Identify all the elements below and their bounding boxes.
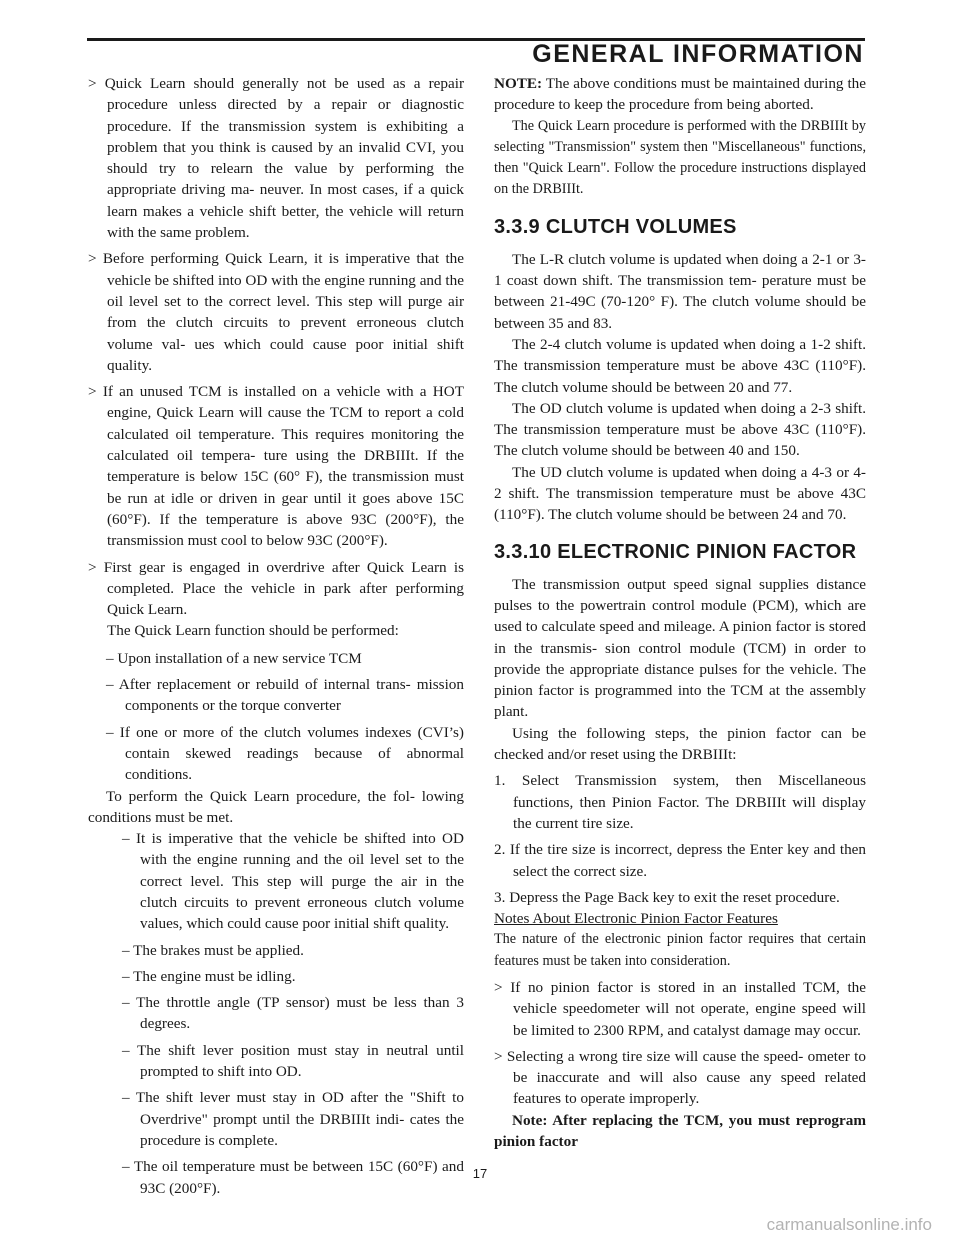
function-item: – Upon installation of a new service TCM (106, 649, 362, 667)
condition-item: – It is imperative that the vehicle be shifted into OD with the engine running and the oil level set to the correct level. This step will purge the air in the clutch circuits to prevent erroneous clutch volume values, which could cause poor initial shift quality. (122, 830, 464, 933)
bullet-paragraph: > Quick Learn should generally not be used as a repair procedure unless directed by a repair or diagnostic procedure. If the transmission system is exhibiting a problem that you think is caused by an invalid CVI, you should try to relearn the value by performing the appropriate driving ma- neuver. In most cases, if a quick learn makes a vehicle shift better, the vehicle will return with the same problem. (88, 75, 464, 242)
notes-heading: Notes About Electronic Pinion Factor Features (494, 910, 778, 928)
note-label: NOTE: (494, 75, 543, 92)
function-intro: The Quick Learn function should be performed: (107, 622, 399, 640)
note-bullet: > Selecting a wrong tire size will cause the speed- ometer to be inaccurate and will also cause any speed related features to operate improperly. (494, 1047, 866, 1108)
section-heading-clutch-volumes: 3.3.9 CLUTCH VOLUMES (494, 215, 737, 238)
clutch-paragraph: The 2-4 clutch volume is updated when doing a 1-2 shift. The transmission temperature must be above 43C (110°F). The clutch volume should be between 20 and 77. (494, 335, 866, 396)
bullet-paragraph: > First gear is engaged in overdrive after Quick Learn is completed. Place the vehicle in park after performing Quick Learn. (88, 558, 464, 619)
condition-item: – The oil temperature must be between 15C (60°F) and 93C (200°F). (122, 1158, 464, 1197)
clutch-paragraph: The OD clutch volume is updated when doing a 2-3 shift. The transmission temperature must be above 43C (110°F). The clutch volume should be between 40 and 150. (494, 399, 866, 460)
section-heading-pinion-factor: 3.3.10 ELECTRONIC PINION FACTOR (494, 540, 857, 563)
condition-item: – The shift lever position must stay in neutral until prompted to shift into OD. (122, 1041, 464, 1081)
condition-item: – The brakes must be applied. (122, 941, 304, 959)
conditions-intro: To perform the Quick Learn procedure, the fol- lowing conditions must be met. (88, 787, 464, 826)
clutch-paragraph: The UD clutch volume is updated when doing a 4-3 or 4-2 shift. The transmission temperature must be above 43C (110°F). The clutch volume should be between 24 and 70. (494, 463, 866, 524)
right-column (494, 73, 866, 1157)
step-item: 2. If the tire size is incorrect, depress the Enter key and then select the correct size. (494, 841, 866, 880)
condition-item: – The engine must be idling. (122, 967, 296, 985)
quick-learn-paragraph: The Quick Learn procedure is performed with the DRBIIIt by selecting "Transmission" system then "Miscellaneous" functions, then "Quick Learn". Follow the procedure instructions displayed on the DRBIIIt. (494, 117, 866, 198)
step-item: 3. Depress the Page Back key to exit the reset procedure. (494, 888, 840, 906)
pinion-paragraph: The transmission output speed signal supplies distance pulses to the powertrain control module (PCM), which are used to calculate speed and mileage. A pinion factor is stored in the transmis- sion control module (TCM) in order to provide the appropriate distance pulses for the vehicle. The pinion factor is programmed into the TCM at the assembly plant. (494, 575, 866, 721)
watermark: carmanualsonline.info (766, 1215, 932, 1234)
page-number: 17 (472, 1166, 488, 1181)
condition-item: – The throttle angle (TP sensor) must be less than 3 degrees. (122, 994, 464, 1033)
bullet-paragraph: > Before performing Quick Learn, it is imperative that the vehicle be shifted into OD with the engine running and the oil level set to the correct level. This step will purge air from the clutch circuits to prevent erroneous clutch volume val- ues which could cause poor initial shift quality. (88, 250, 464, 374)
step-item: 1. Select Transmission system, then Miscellaneous functions, then Pinion Factor. The DRBIIIt will display the current tire size. (494, 772, 866, 832)
note-paragraph (494, 73, 866, 116)
note-text: The above conditions must be maintained during the procedure to keep the procedure from being aborted. (494, 75, 866, 114)
note-bullet: > If no pinion factor is stored in an installed TCM, the vehicle speedometer will not operate, engine speed will be limited to 2300 RPM, and catalyst damage may occur. (494, 978, 866, 1039)
final-note: Note: After replacing the TCM, you must reprogram pinion factor (494, 1111, 866, 1151)
condition-item: – The shift lever must stay in OD after the "Shift to Overdrive" prompt until the DRBIIIt indi- cates the procedure is complete. (122, 1089, 464, 1149)
left-column (88, 73, 464, 1204)
notes-intro: The nature of the electronic pinion factor requires that certain features must be taken into consideration. (494, 931, 866, 969)
clutch-paragraph: The L-R clutch volume is updated when doing a 2-1 or 3-1 coast down shift. The transmission tem- perature must be between 21-49C (70-120° F). The clutch volume should be between 35 and 83. (494, 250, 866, 332)
function-item: – If one or more of the clutch volumes indexes (CVI’s) contain skewed readings because of abnormal conditions. (106, 723, 464, 784)
page-header-title: GENERAL INFORMATION (532, 40, 864, 68)
function-item: – After replacement or rebuild of internal trans- mission components or the torque converter (106, 676, 464, 715)
bullet-paragraph: > If an unused TCM is installed on a vehicle with a HOT engine, Quick Learn will cause the TCM to report a cold calculated oil temperature. This requires monitoring the calculated oil tempera- ture using the DRBIIIt. If the temperature is below 15C (60° F), the transmission must be run at idle or driven in gear until it goes above 15C (60°F). If the temperature is above 93C (200°F), the transmission must cool to below 93C (200°F). (88, 383, 464, 550)
steps-intro: Using the following steps, the pinion factor can be checked and/or reset using the DRBIIIt: (494, 724, 866, 764)
